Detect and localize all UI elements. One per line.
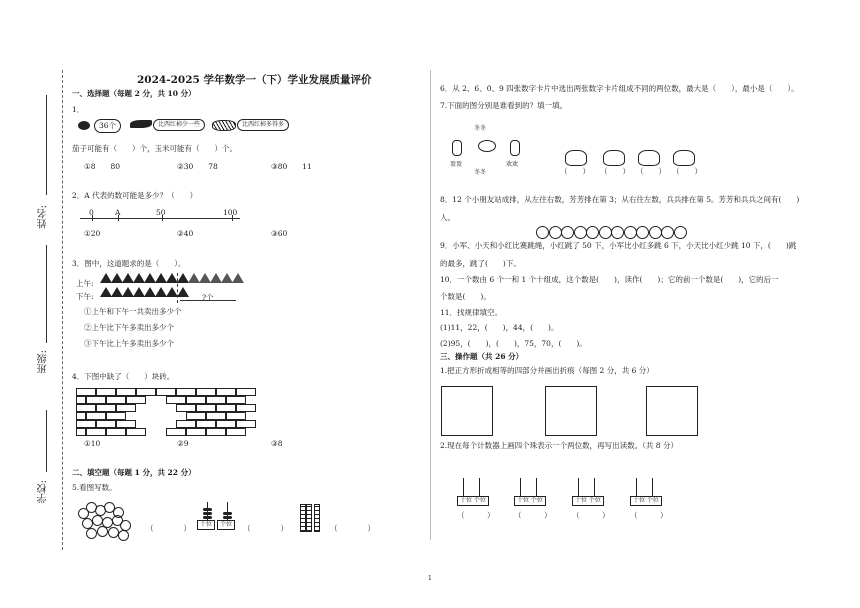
observer-top-name: 冬冬 (474, 125, 487, 132)
counter-place-label: 十位 个位 (514, 496, 546, 506)
brick (106, 428, 126, 436)
q2-option-2[interactable]: ②40 (177, 229, 194, 238)
q7-blank-4[interactable]: （ ） (672, 167, 702, 176)
brick (76, 428, 86, 436)
frog-icon (673, 150, 695, 166)
bead-circle (97, 526, 108, 537)
brick (106, 412, 126, 420)
afternoon-label: 下午: (76, 292, 94, 301)
brick (106, 396, 126, 404)
brick (96, 388, 116, 396)
counter-rod (636, 478, 637, 496)
brick (226, 412, 246, 420)
q3-question: 3．图中，这道题求的是（ ）。 (72, 259, 186, 268)
bead-circle (86, 528, 97, 539)
child-circle (561, 226, 574, 239)
abacus-bead (223, 516, 232, 519)
brick (96, 420, 116, 428)
q4-option-2[interactable]: ②9 (177, 439, 189, 448)
abacus-ones-label: 个位 (217, 520, 235, 530)
q5-answer-2[interactable]: （ ） (243, 524, 288, 533)
q10-question: 10．一个数由 6 个一和 1 个十组成，这个数是( )，读作( )；它的前一个数是( )，它的后一 (440, 275, 779, 284)
brick (176, 388, 196, 396)
q8-question: 8．12 个小朋友站成排，从左往右数，芳芳排在第 3；从右往左数，兵兵排在第 5。芳芳和兵兵之间有( ) (440, 195, 800, 204)
counter-place-label: 十位 个位 (572, 496, 604, 506)
binding-dashed-line (62, 70, 64, 550)
q8-question-cont: 人。 (440, 213, 455, 222)
q4-option-3[interactable]: ③8 (271, 439, 283, 448)
bubble-less: 比西红柿少一些 (153, 119, 205, 131)
brick (96, 404, 116, 412)
brick (236, 404, 256, 412)
q6-question: 6．从 2、6、0、9 四张数字卡片中选出两张数字卡片组成不同的两位数，最大是（ ），最小是（ ）。 (440, 84, 799, 93)
unknown-count: ?个 (202, 293, 214, 302)
counter-answer-blank[interactable]: （ ） (514, 511, 552, 520)
brick (86, 396, 106, 404)
page-title: 2024-2025 学年数学一（下）学业发展质量评价 (137, 74, 372, 86)
q3-option-3[interactable]: ③下午比上午多卖出多少个 (84, 339, 174, 348)
observer-scene (450, 126, 530, 178)
name-line (46, 95, 47, 195)
child-circle (661, 226, 674, 239)
q2-option-3[interactable]: ③60 (271, 229, 288, 238)
q1-option-3[interactable]: ③80 11 (271, 162, 312, 171)
brick (76, 396, 86, 404)
counter-rod (463, 478, 464, 496)
eggplant-icon (78, 121, 90, 130)
counter-place-label: 十位 个位 (630, 496, 662, 506)
bubble-more: 比西红柿多得多 (237, 119, 289, 131)
child-circle (549, 226, 562, 239)
q11-part-2: (2)95，( )，( )，75，70，( )。 (440, 339, 587, 348)
op1-question: 1.把正方形折成相等的四部分并画出折痕（每图 2 分，共 6 分） (440, 366, 654, 375)
brick (216, 388, 236, 396)
child-circle (586, 226, 599, 239)
child-circle (599, 226, 612, 239)
brick (156, 388, 176, 396)
square-1[interactable] (441, 386, 493, 436)
dish-icon (478, 140, 496, 152)
grain-icon (212, 120, 236, 131)
q7-blank-2[interactable]: （ ） (600, 167, 630, 176)
q5-question: 5.看图写数。 (72, 483, 117, 492)
tick-label-a: A (115, 208, 121, 217)
brick (196, 420, 216, 428)
counter-rod (578, 478, 579, 496)
brick (236, 420, 256, 428)
q3-option-2[interactable]: ②上午比下午多卖出多少个 (84, 323, 174, 332)
counter-rod (536, 478, 537, 496)
class-label: 班级: (38, 350, 49, 374)
q5-answer-1[interactable]: （ ） (146, 524, 191, 533)
q9-question: 9．小军、小天和小红比赛跳绳，小红跳了 50 下，小军比小红多跳 6 下，小天比小红少跳 10 下，( )跳 (440, 241, 797, 250)
tick-label-50: 50 (156, 208, 166, 217)
brick (196, 388, 216, 396)
brick (206, 396, 226, 404)
abacus-bead (203, 508, 212, 511)
brick (76, 420, 96, 428)
counter-rod (594, 478, 595, 496)
brick (186, 412, 206, 420)
brick (76, 412, 86, 420)
child-circle (636, 226, 649, 239)
q1-number: 1． (72, 105, 85, 114)
compare-dashed-line (177, 273, 179, 303)
bead-circle (118, 530, 129, 541)
tick-label-0: 0 (89, 208, 94, 217)
counter-rod (520, 478, 521, 496)
bubble-36: 36个 (94, 119, 121, 133)
counter-answer-blank[interactable]: （ ） (572, 511, 610, 520)
name-label: 姓名: (38, 205, 49, 229)
brick (116, 388, 136, 396)
brick (216, 404, 236, 412)
brick (126, 428, 146, 436)
page-number: 1 (428, 575, 432, 582)
counter-place-label: 十位 个位 (457, 496, 489, 506)
frog-icon (638, 150, 660, 166)
observer-bottom-name: 冬冬 (474, 169, 487, 176)
counter-answer-blank[interactable]: （ ） (457, 511, 495, 520)
number-line (80, 218, 240, 219)
frog-icon (603, 150, 625, 166)
column-divider (430, 70, 431, 540)
frog-icon (565, 150, 587, 166)
brick (186, 428, 206, 436)
child-circle (624, 226, 637, 239)
abacus-bead (223, 512, 232, 515)
q3-option-1[interactable]: ①上午和下午一共卖出多少个 (84, 307, 182, 316)
q7-blank-3[interactable]: （ ） (636, 167, 666, 176)
section-fill-heading: 二、填空题（每题 1 分，共 22 分） (72, 468, 196, 477)
brick (116, 404, 136, 412)
section-choice-heading: 一、选择题（每题 2 分，共 10 分） (72, 89, 196, 98)
q9-question-cont: 的最多，跳了( )下。 (440, 259, 521, 268)
brick (126, 396, 146, 404)
child-circle (674, 226, 687, 239)
counter-rod (652, 478, 653, 496)
abacus-bead (203, 516, 212, 519)
brick (136, 388, 156, 396)
q1-question: 茄子可能有（ ）个，玉米可能有（ ）个。 (72, 144, 237, 153)
brick (76, 404, 96, 412)
stick-icon (314, 504, 320, 532)
stick-icon (306, 504, 312, 532)
q1-option-1[interactable]: ①8 80 (84, 162, 121, 171)
q10-question-cont: 个数是( )。 (440, 292, 491, 301)
q1-option-2[interactable]: ②30 78 (177, 162, 218, 171)
op2-question: 2.现在每个计数器上画四个珠表示一个两位数，再写出读数。（共 8 分） (440, 441, 678, 450)
brick (166, 428, 186, 436)
child-circle (574, 226, 587, 239)
q4-question: 4．下图中缺了（ ）块砖。 (72, 372, 175, 381)
brick (196, 404, 216, 412)
corn-icon (130, 120, 152, 128)
observer-right-name: 欢欢 (506, 161, 519, 168)
q4-option-1[interactable]: ①10 (84, 439, 101, 448)
q5-answer-3[interactable]: （ ） (330, 524, 375, 533)
q11-part-1: (1)11，22，( )，44，( )。 (440, 323, 559, 332)
section-operation-heading: 三、操作题（共 26 分） (440, 352, 524, 361)
counter-answer-blank[interactable]: （ ） (630, 511, 668, 520)
brick (86, 412, 106, 420)
q7-question: 7.下面的图分别是谁看到的？填一填。 (440, 101, 568, 110)
brick (116, 420, 136, 428)
brick (76, 388, 96, 396)
q2-question: 2．A 代表的数可能是多少？（ ） (72, 191, 198, 200)
observer-left-icon (452, 140, 462, 156)
am-pile-icon (232, 273, 244, 283)
morning-label: 上午: (76, 279, 94, 288)
brick (226, 428, 246, 436)
brick (166, 396, 186, 404)
observer-right-icon (510, 140, 520, 156)
counter-rod (479, 478, 480, 496)
class-line (46, 245, 47, 343)
brick (206, 428, 226, 436)
brick (206, 412, 226, 420)
child-circle (536, 226, 549, 239)
school-label: 学校: (38, 480, 49, 504)
observer-left-name: 盈盈 (450, 161, 463, 168)
brick (86, 428, 106, 436)
brick (176, 404, 196, 412)
child-circle (611, 226, 624, 239)
square-2[interactable] (545, 386, 597, 436)
brick (236, 388, 256, 396)
brick (176, 420, 196, 428)
brick (226, 396, 246, 404)
child-circle (649, 226, 662, 239)
abacus-tens-label: 十位 (197, 520, 215, 530)
school-line (46, 410, 47, 472)
q11-question: 11．找规律填空。 (440, 308, 503, 317)
square-3[interactable] (646, 386, 698, 436)
brick (216, 420, 236, 428)
q2-option-1[interactable]: ①20 (84, 229, 101, 238)
tick-label-100: 100 (223, 208, 238, 217)
q7-blank-1[interactable]: （ ） (560, 167, 590, 176)
abacus-bead (203, 512, 212, 515)
brick (186, 396, 206, 404)
